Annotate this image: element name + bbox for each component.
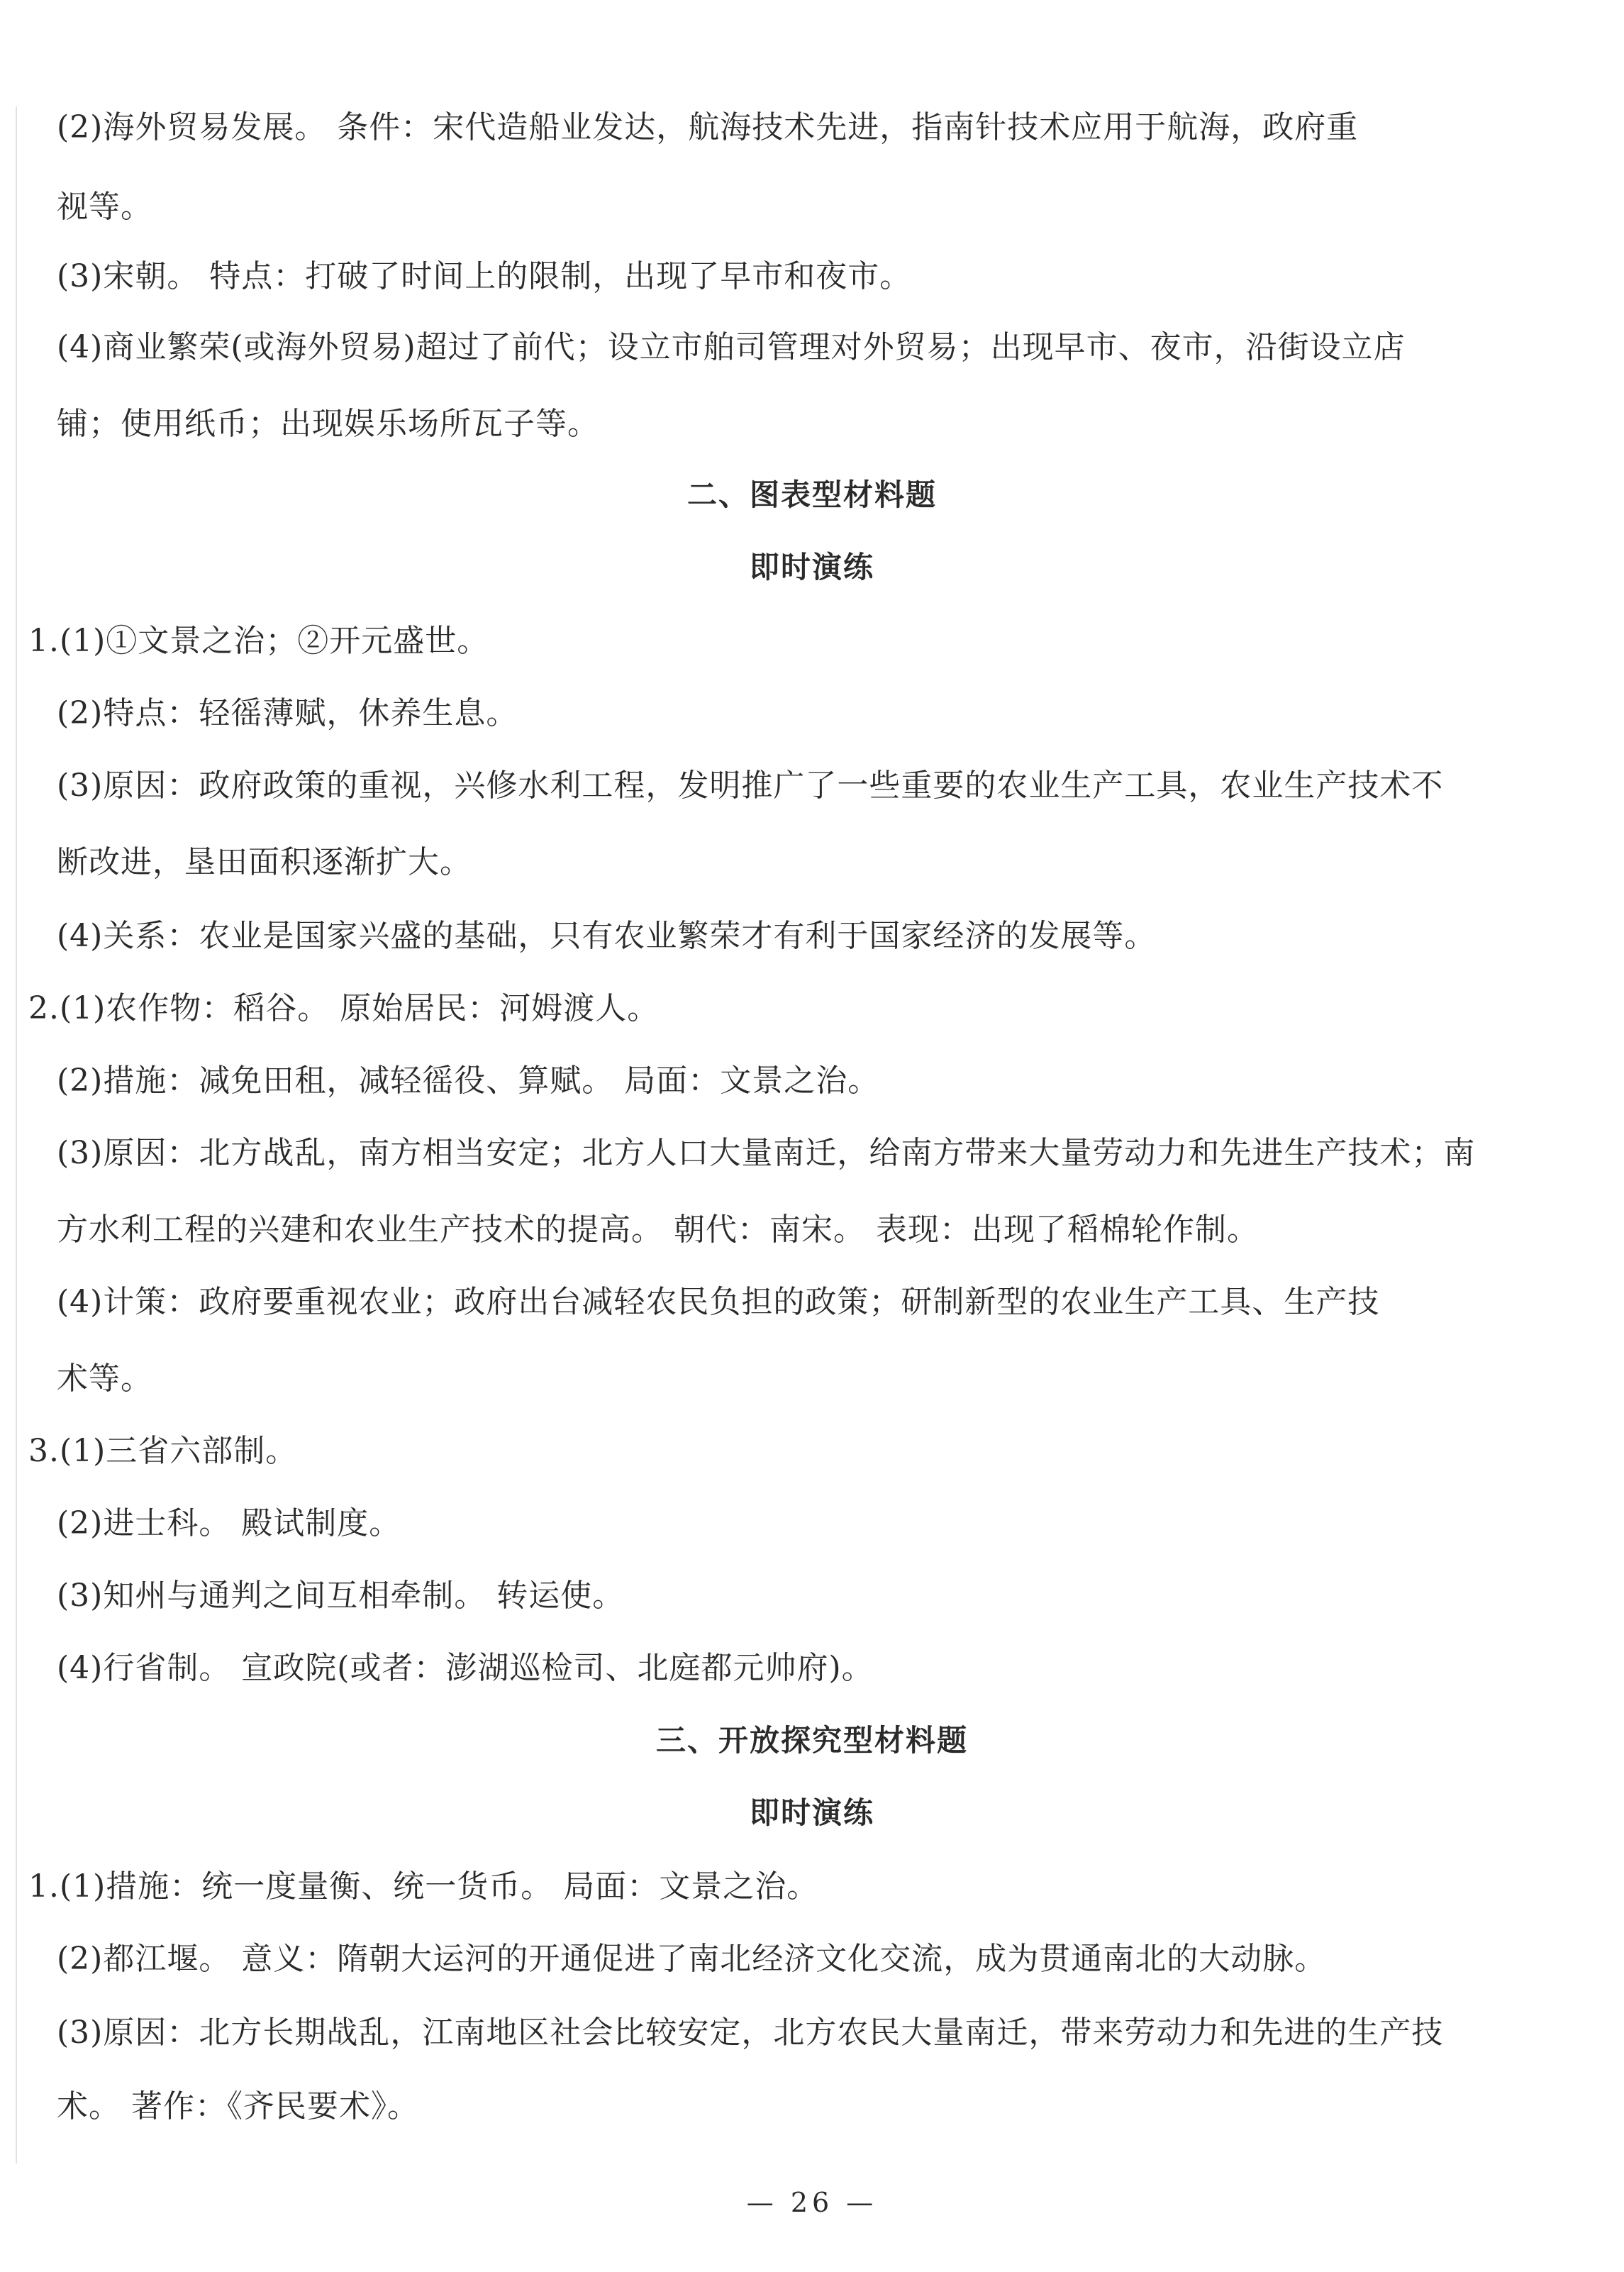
text-line: (2)都江堰。 意义：隋朝大运河的开通促进了南北经济文化交流，成为贯通南北的大动脉。 bbox=[57, 1941, 1327, 1977]
subsection-heading: 即时演练 bbox=[749, 550, 874, 584]
text-line: (4)计策：政府要重视农业；政府出台减轻农民负担的政策；研制新型的农业生产工具、生产技 bbox=[57, 1284, 1380, 1320]
question-line: 1.(1)措施：统一度量衡、统一货币。 局面：文景之治。 bbox=[28, 1868, 819, 1905]
text-line: (3)原因：政府政策的重视，兴修水利工程，发明推广了一些重要的农业生产工具，农业生产技术不 bbox=[57, 768, 1444, 804]
question-line: 2.(1)农作物：稻谷。 原始居民：河姆渡人。 bbox=[28, 990, 660, 1026]
text-line: (2)措施：减免田租，减轻徭役、算赋。 局面：文景之治。 bbox=[57, 1063, 880, 1099]
text-line: (4)商业繁荣(或海外贸易)超过了前代；设立市舶司管理对外贸易；出现早市、夜市，沿街设立店 bbox=[57, 329, 1406, 365]
text-line: (4)行省制。 宣政院(或者：澎湖巡检司、北庭都元帅府)。 bbox=[57, 1650, 874, 1686]
text-line: 铺；使用纸币；出现娱乐场所瓦子等。 bbox=[57, 406, 599, 442]
page-number: — 26 — bbox=[746, 2187, 878, 2218]
text-line: (3)宋朝。 特点：打破了时间上的限制，出现了早市和夜市。 bbox=[57, 258, 912, 294]
text-line: (3)知州与通判之间互相牵制。 转运使。 bbox=[57, 1578, 625, 1614]
text-line: 断改进，垦田面积逐渐扩大。 bbox=[57, 844, 472, 880]
text-line: (3)原因：北方长期战乱，江南地区社会比较安定，北方农民大量南迁，带来劳动力和先进的生产技 bbox=[57, 2015, 1444, 2051]
text-line: (2)特点：轻徭薄赋，休养生息。 bbox=[57, 695, 518, 731]
question-line: 3.(1)三省六部制。 bbox=[28, 1433, 298, 1469]
question-line: 1.(1)①文景之治；②开元盛世。 bbox=[28, 623, 489, 659]
text-line: 术。 著作：《齐民要术》。 bbox=[57, 2088, 419, 2124]
page-margin-line bbox=[16, 106, 17, 2163]
text-line: 术等。 bbox=[57, 1361, 152, 1397]
text-line: (2)海外贸易发展。 条件：宋代造船业发达，航海技术先进，指南针技术应用于航海，政府重 bbox=[57, 109, 1359, 145]
text-line: 视等。 bbox=[57, 189, 152, 225]
subsection-heading: 即时演练 bbox=[749, 1795, 874, 1830]
text-line: (4)关系：农业是国家兴盛的基础，只有农业繁荣才有利于国家经济的发展等。 bbox=[57, 918, 1157, 954]
text-line: (3)原因：北方战乱，南方相当安定；北方人口大量南迁，给南方带来大量劳动力和先进生产技术；南 bbox=[57, 1135, 1476, 1171]
text-line: 方水利工程的兴建和农业生产技术的提高。 朝代：南宋。 表现：出现了稻棉轮作制。 bbox=[57, 1212, 1259, 1248]
text-line: (2)进士科。 殿试制度。 bbox=[57, 1505, 401, 1541]
section-heading: 二、图表型材料题 bbox=[686, 477, 937, 512]
section-heading: 三、开放探究型材料题 bbox=[655, 1723, 968, 1758]
